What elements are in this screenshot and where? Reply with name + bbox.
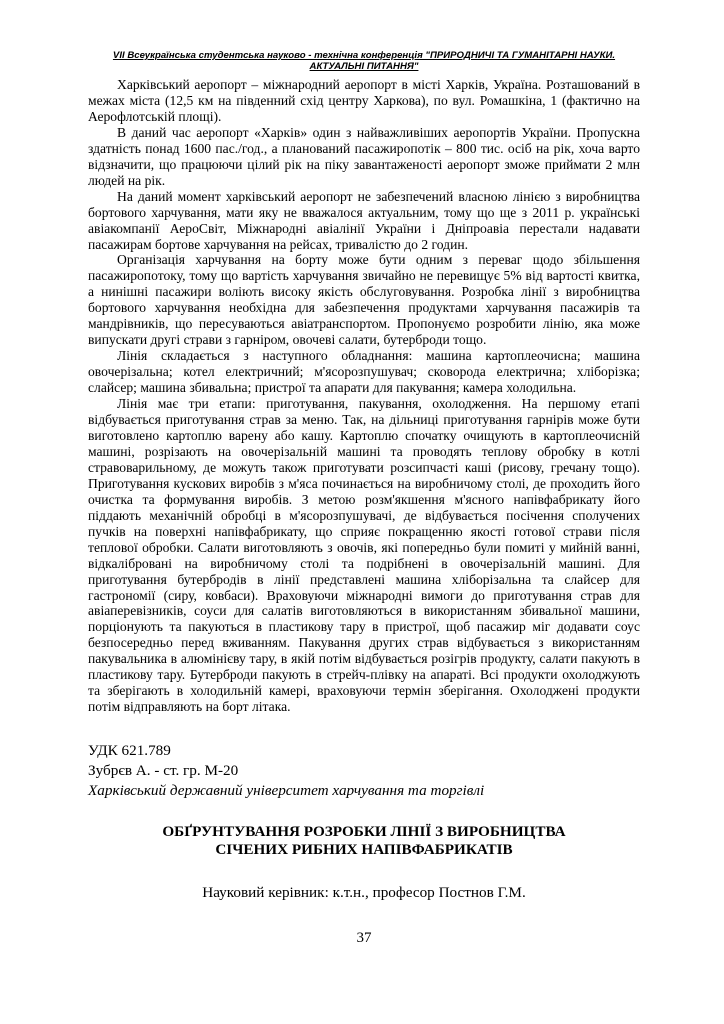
body-text: [88, 77, 640, 715]
conference-header-line-2: АКТУАЛЬНІ ПИТАННЯ": [309, 61, 419, 72]
article-title-line-2: СІЧЕНИХ РИБНИХ НАПІВФАБРИКАТІВ: [215, 841, 513, 859]
paragraph: На даний момент харківський аеропорт не забезпечений власною лінією з виробництва бортового харчування, мати яку не вважалося актуальним, тому що ще з 2011 р. українські авіакомпанії АероСвіт, Міжнародні авіалінії України і Дніпроавіа перестали надавати пасажирам бортове харчування на рейсах, тривалістю до 2 годин.: [88, 188, 640, 252]
author-line: Зубрєв А. - ст. гр. М-20: [88, 762, 239, 780]
paragraph: Лінія має три етапи: приготування, пакування, охолодження. На першому етапі відбувається приготування страв за меню. Так, на дільниці приготування гарнірів може бути виготовлено картоплю варену або кашу. Картоплю спочатку очищують в картоплеочисній машині, розрізають на овочерізальній машині та проводять теплову обробку в котлі стравоварильному, де можуть також приготувати розсипчасті каші (рисову, гречану тощо). Приготування кускових виробів з м'яса починається на виробничому столі, де проходить його очистка та формування виробів. З метою розм'якшення м'ясного напівфабрикату його піддають механічній обробці в м'ясорозпушувачі, де відбувається посічення сполучених пучків на поверхні напівфабрикату, що сприяє покращенню якості готової страви після теплової обробки. Салати виготовляють з овочів, які попередньо були помиті у мийній ванні, відкалібровані на виробничому столі та подрібнені в овочерізальній машині. Для приготування бутербродів в лінії представлені машина хліборізальна та слайсер для гастрономії (сиру, ковбаси). Враховуючи міжнародні вимоги до приготування страв для авіаперевізників, соуси для салатів виготовляються в використанням збивальної машини, порціонують та пакуються в пластикову тару в пристрої, щоб пасажир міг додавати соус безпосередньо перед вживанням. Пакування других страв відбувається з використанням пакувальника в алюмінієву тару, в якій потім відбувається розігрів продукту, салати пакують в пластикову тару. Бутерброди пакують в стрейч-плівку на апараті. Всі продукти охолоджують та зберігають в холодильній камері, враховуючи термін зберігання. Охолоджені продукти потім відправляють на борт літака.: [88, 396, 640, 715]
supervisor-line: Науковий керівник: к.т.н., професор Постнов Г.М.: [202, 884, 526, 902]
conference-header-line-1: VII Всеукраїнська студентська науково - технічна конференція "ПРИРОДНИЧІ ТА ГУМАНІТАРНІ НАУКИ.: [112, 50, 616, 61]
udk-code: УДК 621.789: [88, 742, 171, 760]
page-number: 37: [356, 930, 372, 947]
page: [88, 50, 640, 947]
paragraph: Лінія складається з наступного обладнання: машина картоплеочисна; машина овочерізальна; котел електричний; м'ясорозпушувач; сковорода електрична; хліборізка; слайсер; машина збивальна; пристрої та апарати для пакування; камера холодильна.: [88, 348, 640, 396]
paragraph: Харківський аеропорт – міжнародний аеропорт в місті Харків, Україна. Розташований в межах міста (12,5 км на південний схід центру Харкова), по вул. Ромашкіна, 1 (фактично на Аерофлотській площі).: [88, 77, 640, 124]
paragraph: Організація харчування на борту може бути одним з переваг щодо збільшення пасажиропотоку, тому що вартість харчування звичайно не перевищує 5% від вартості квитка, а нинішні пасажири воліють високу якість обслуговування. Розробка лінії з виробництва бортового харчування необхідна для забезпечення продуктами харчування пасажирів та мандрівників, що пересуваються авіатранспортом. Пропонуємо розробити лінію, яка може випускати другі страви з гарніром, овочеві салати, бутерброди тощо.: [88, 252, 640, 348]
conference-header: [88, 50, 640, 72]
affiliation: Харківський державний університет харчування та торгівлі: [88, 782, 485, 800]
article-title-line-1: ОБҐРУНТУВАННЯ РОЗРОБКИ ЛІНІЇ З ВИРОБНИЦТВА: [162, 823, 566, 841]
paragraph: В даний час аеропорт «Харків» один з найважливіших аеропортів України. Пропускна здатність понад 1600 пас./год., а планований пасажиропотік – 800 тис. осіб на рік, хоча варто відзначити, що працюючи цілий рік на піку завантаженості аеропорт зможе приймати 2 млн людей на рік.: [88, 124, 640, 188]
article-title: [88, 823, 640, 859]
